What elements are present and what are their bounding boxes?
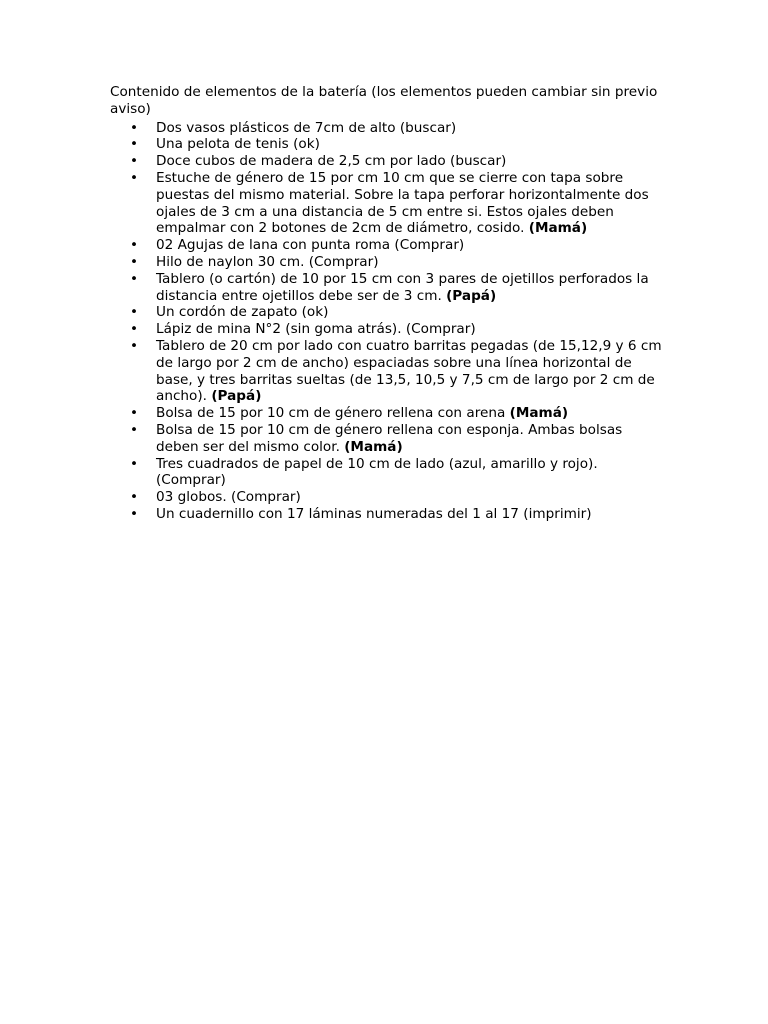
bullet-icon: • [130, 321, 139, 338]
item-text: Lápiz de mina N°2 (sin goma atrás). (Comprar) [156, 321, 476, 338]
item-text: Una pelota de tenis (ok) [156, 136, 320, 153]
item-text: Hilo de naylon 30 cm. (Comprar) [156, 253, 379, 270]
bullet-icon: • [130, 455, 139, 472]
intro-paragraph: Contenido de elementos de la batería (los elementos pueden cambiar sin previo aviso) [110, 84, 658, 117]
item-text: Bolsa de 15 por 10 cm de género rellena con arena [156, 405, 510, 422]
list-item [110, 237, 662, 254]
bullet-icon: • [130, 421, 139, 438]
item-text: Un cordón de zapato (ok) [156, 304, 329, 321]
bullet-icon: • [130, 169, 139, 186]
item-owner: (Papá) [211, 388, 262, 405]
list-item [110, 304, 662, 321]
item-text: Tablero (o cartón) de 10 por 15 cm con 3 pares de ojetillos perforados la distancia entre ojetillos debe ser de 3 cm. [156, 270, 649, 304]
item-owner: (Mamá) [344, 438, 403, 455]
item-text: Estuche de género de 15 por cm 10 cm que se cierre con tapa sobre puestas del mismo material. Sobre la tapa perforar horizontalmente dos ojales de 3 cm a una distancia de 5 cm entre si. Estos ojales deben empalmar con 2 botones de 2cm de diámetro, cosido. [156, 169, 649, 237]
list-item [110, 321, 662, 338]
item-owner: (Mamá) [528, 220, 588, 237]
bullet-icon: • [130, 119, 139, 136]
list-item [110, 254, 662, 271]
list-item [110, 489, 662, 506]
item-text: Un cuadernillo con 17 láminas numeradas del 1 al 17 (imprimir) [156, 505, 592, 522]
item-text: Doce cubos de madera de 2,5 cm por lado (buscar) [156, 153, 507, 170]
document-page [110, 84, 662, 523]
list-item [110, 338, 662, 405]
item-text: Tres cuadrados de papel de 10 cm de lado (azul, amarillo y rojo). (Comprar) [156, 455, 598, 489]
list-item [110, 456, 662, 490]
bullet-icon: • [130, 237, 139, 254]
battery-items-list [110, 120, 662, 523]
item-owner: (Papá) [446, 287, 497, 304]
list-item [110, 422, 662, 456]
bullet-icon: • [130, 337, 139, 354]
item-text: Tablero de 20 cm por lado con cuatro barritas pegadas (de 15,12,9 y 6 cm de largo por 2 cm de ancho) espaciadas sobre una línea horizontal de base, y tres barritas sueltas (de 13,5, 10,5 y 7,5 cm de largo por 2 cm de ancho). [156, 337, 662, 405]
list-item [110, 120, 662, 137]
bullet-icon: • [130, 270, 139, 287]
bullet-icon: • [130, 304, 139, 321]
item-text: Dos vasos plásticos de 7cm de alto (buscar) [156, 119, 457, 136]
bullet-icon: • [130, 489, 139, 506]
list-item [110, 136, 662, 153]
list-item [110, 170, 662, 237]
item-text: Bolsa de 15 por 10 cm de género rellena con esponja. Ambas bolsas deben ser del mismo color. [156, 421, 623, 455]
list-item [110, 153, 662, 170]
bullet-icon: • [130, 253, 139, 270]
list-item [110, 405, 662, 422]
bullet-icon: • [130, 136, 139, 153]
item-text: 03 globos. (Comprar) [156, 489, 301, 506]
list-item [110, 271, 662, 305]
item-owner: (Mamá) [509, 405, 569, 422]
item-text: 02 Agujas de lana con punta roma (Comprar) [156, 237, 465, 254]
bullet-icon: • [130, 505, 139, 522]
bullet-icon: • [130, 405, 139, 422]
bullet-icon: • [130, 153, 139, 170]
list-item [110, 506, 662, 523]
